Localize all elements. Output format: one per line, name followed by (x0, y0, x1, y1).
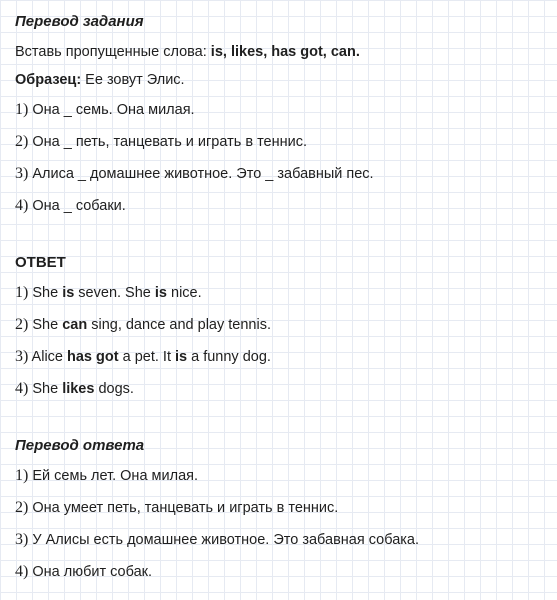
task-heading: Перевод задания (15, 13, 144, 30)
answer-item-2 (15, 316, 271, 334)
answer-text: nice. (166, 285, 202, 301)
answer-text: dogs. (94, 381, 134, 397)
answer-keyword: has got (67, 349, 119, 365)
task-instruction (15, 43, 360, 61)
item-number: 3) (15, 531, 29, 548)
item-text: Она _ семь. Она милая. (28, 102, 195, 118)
answer-text: a pet. It (118, 349, 175, 365)
translation-heading: Перевод ответа (15, 437, 145, 454)
answer-text: She (28, 381, 63, 397)
item-number: 1) (15, 101, 29, 118)
item-text: Она _ собаки. (28, 198, 126, 214)
item-number: 4) (15, 380, 29, 397)
task-item-3 (15, 165, 374, 183)
item-number: 4) (15, 197, 29, 214)
answer-text: a funny dog. (187, 349, 271, 365)
translation-item-2 (15, 499, 338, 517)
translation-item-1 (15, 467, 198, 485)
answer-text: She (28, 317, 63, 333)
task-example (15, 71, 185, 89)
task-item-4 (15, 197, 126, 215)
item-number: 2) (15, 499, 29, 516)
item-number: 2) (15, 133, 29, 150)
answer-text: seven. She (74, 285, 155, 301)
item-number: 2) (15, 316, 29, 333)
item-text: Она умеет петь, танцевать и играть в теннис. (28, 500, 339, 516)
answer-keyword: likes (62, 381, 95, 397)
task-item-1 (15, 101, 195, 119)
instruction-words: is, likes, has got, can. (210, 44, 360, 60)
item-number: 1) (15, 284, 29, 301)
item-number: 3) (15, 165, 29, 182)
answer-item-1 (15, 284, 202, 302)
item-text: У Алисы есть домашнее животное. Это забавная собака. (28, 532, 420, 548)
example-label: Образец: (15, 72, 82, 88)
item-number: 4) (15, 563, 29, 580)
instruction-text: Вставь пропущенные слова: (15, 44, 211, 60)
answer-item-3 (15, 348, 271, 366)
item-text: Алиса _ домашнее животное. Это _ забавный пес. (28, 166, 374, 182)
item-text: Она _ петь, танцевать и играть в теннис. (28, 134, 307, 150)
answer-keyword: is (154, 285, 167, 301)
answer-text: She (28, 285, 63, 301)
item-text: Она любит собак. (28, 564, 153, 580)
item-number: 3) (15, 348, 29, 365)
answer-text: sing, dance and play tennis. (87, 317, 271, 333)
item-number: 1) (15, 467, 29, 484)
translation-item-3 (15, 531, 419, 549)
answer-keyword: is (175, 349, 188, 365)
example-text: Ее зовут Элис. (81, 72, 185, 88)
answer-keyword: can (62, 317, 88, 333)
answer-heading: ОТВЕТ (15, 254, 66, 271)
answer-text: Alice (28, 349, 68, 365)
task-item-2 (15, 133, 307, 151)
answer-item-4 (15, 380, 134, 398)
translation-item-4 (15, 563, 152, 581)
item-text: Ей семь лет. Она милая. (28, 468, 199, 484)
answer-keyword: is (62, 285, 75, 301)
